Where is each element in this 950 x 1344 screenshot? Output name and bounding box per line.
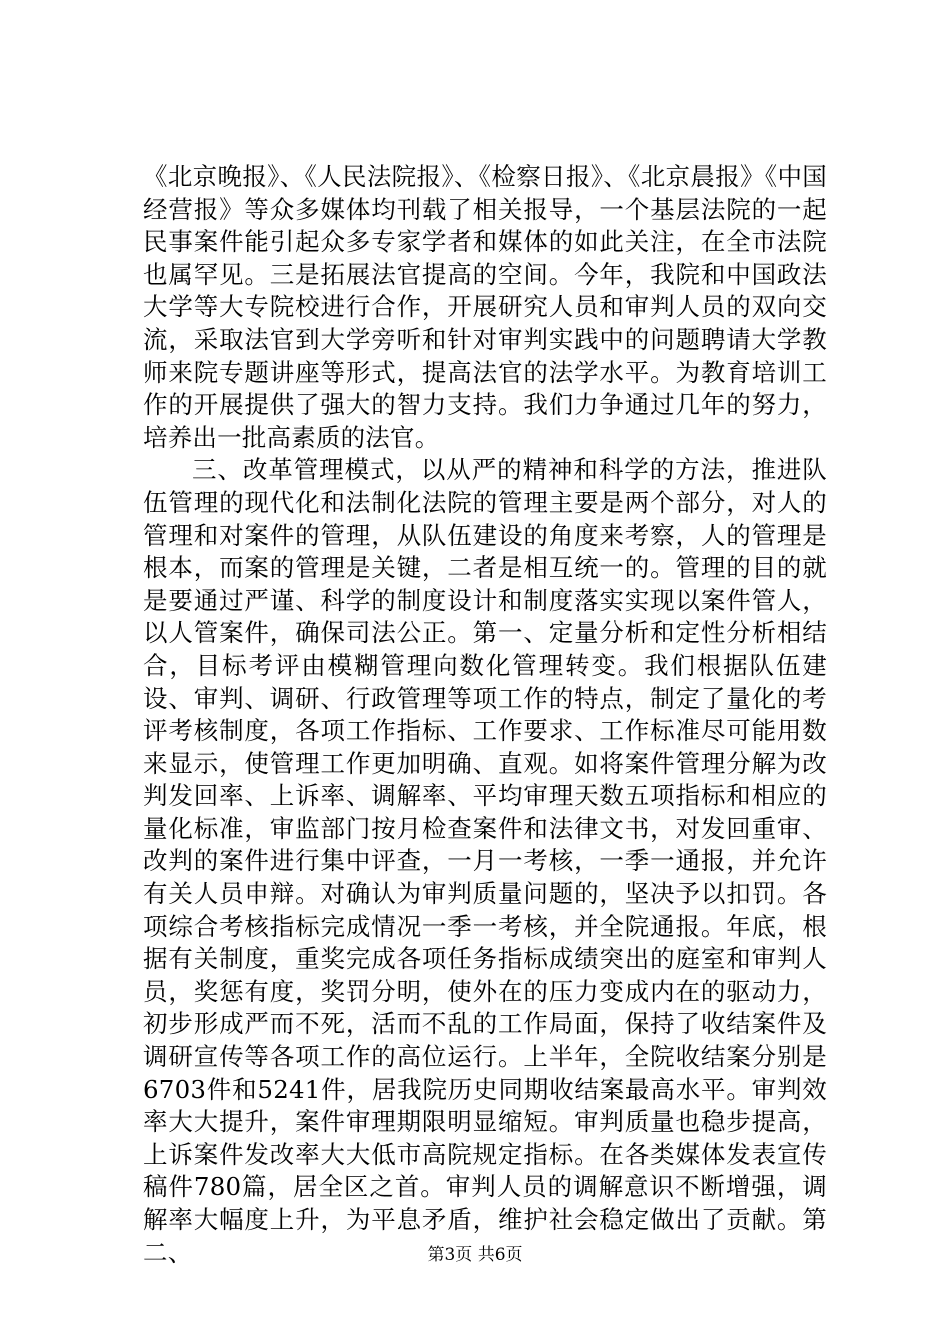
- document-body: [143, 161, 827, 1269]
- paragraph-1: 《北京晚报》、《人民法院报》、《检察日报》、《北京晨报》《中国经营报》等众多媒体均刊载了相关报导，一个基层法院的一起民事案件能引起众多专家学者和媒体的如此关注，在全市法院也属罕见。三是拓展法官提高的空间。今年，我院和中国政法大学等大专院校进行合作，开展研究人员和审判人员的双向交流，采取法官到大学旁听和针对审判实践中的问题聘请大学教师来院专题讲座等形式，提高法官的法学水平。为教育培训工作的开展提供了强大的智力支持。我们力争通过几年的努力，培养出一批高素质的法官。: [143, 162, 827, 452]
- page-number-footer: 第3页 共6页: [427, 1245, 523, 1265]
- paragraph-2: 三、改革管理模式，以从严的精神和科学的方法，推进队伍管理的现代化和法制化法院的管理主要是两个部分，对人的管理和对案件的管理，从队伍建设的角度来考察，人的管理是根本，而案的管理是关键，二者是相互统一的。管理的目的就是要通过严谨、科学的制度设计和制度落实实现以案件管人，以人管案件，确保司法公正。第一、定量分析和定性分析相结合，目标考评由模糊管理向数化管理转变。我们根据队伍建设、审判、调研、行政管理等项工作的特点，制定了量化的考评考核制度，各项工作指标、工作要求、工作标准尽可能用数来显示，使管理工作更加明确、直观。如将案件管理分解为改判发回率、上诉率、调解率、平均审理天数五项指标和相应的量化标准，审监部门按月检查案件和法律文书，对发回重审、改判的案件进行集中评查，一月一考核，一季一通报，并允许有关人员申辩。对确认为审判质量问题的，坚决予以扣罚。各项综合考核指标完成情况一季一考核，并全院通报。年底，根据有关制度，重奖完成各项任务指标成绩突出的庭室和审判人员，奖惩有度，奖罚分明，使外在的压力变成内在的驱动力，初步形成严而不死，活而不乱的工作局面，保持了收结案件及调研宣传等各项工作的高位运行。上半年，全院收结案分别是6703件和5241件，居我院历史同期收结案最高水平。审判效率大大提升，案件审理期限明显缩短。审判质量也稳步提高，上诉案件发改率大大低市高院规定指标。在各类媒体发表宣传稿件780篇，居全区之首。审判人员的调解意识不断增强，调解率大幅度上升，为平息矛盾，维护社会稳定做出了贡献。第二、: [143, 455, 827, 1267]
